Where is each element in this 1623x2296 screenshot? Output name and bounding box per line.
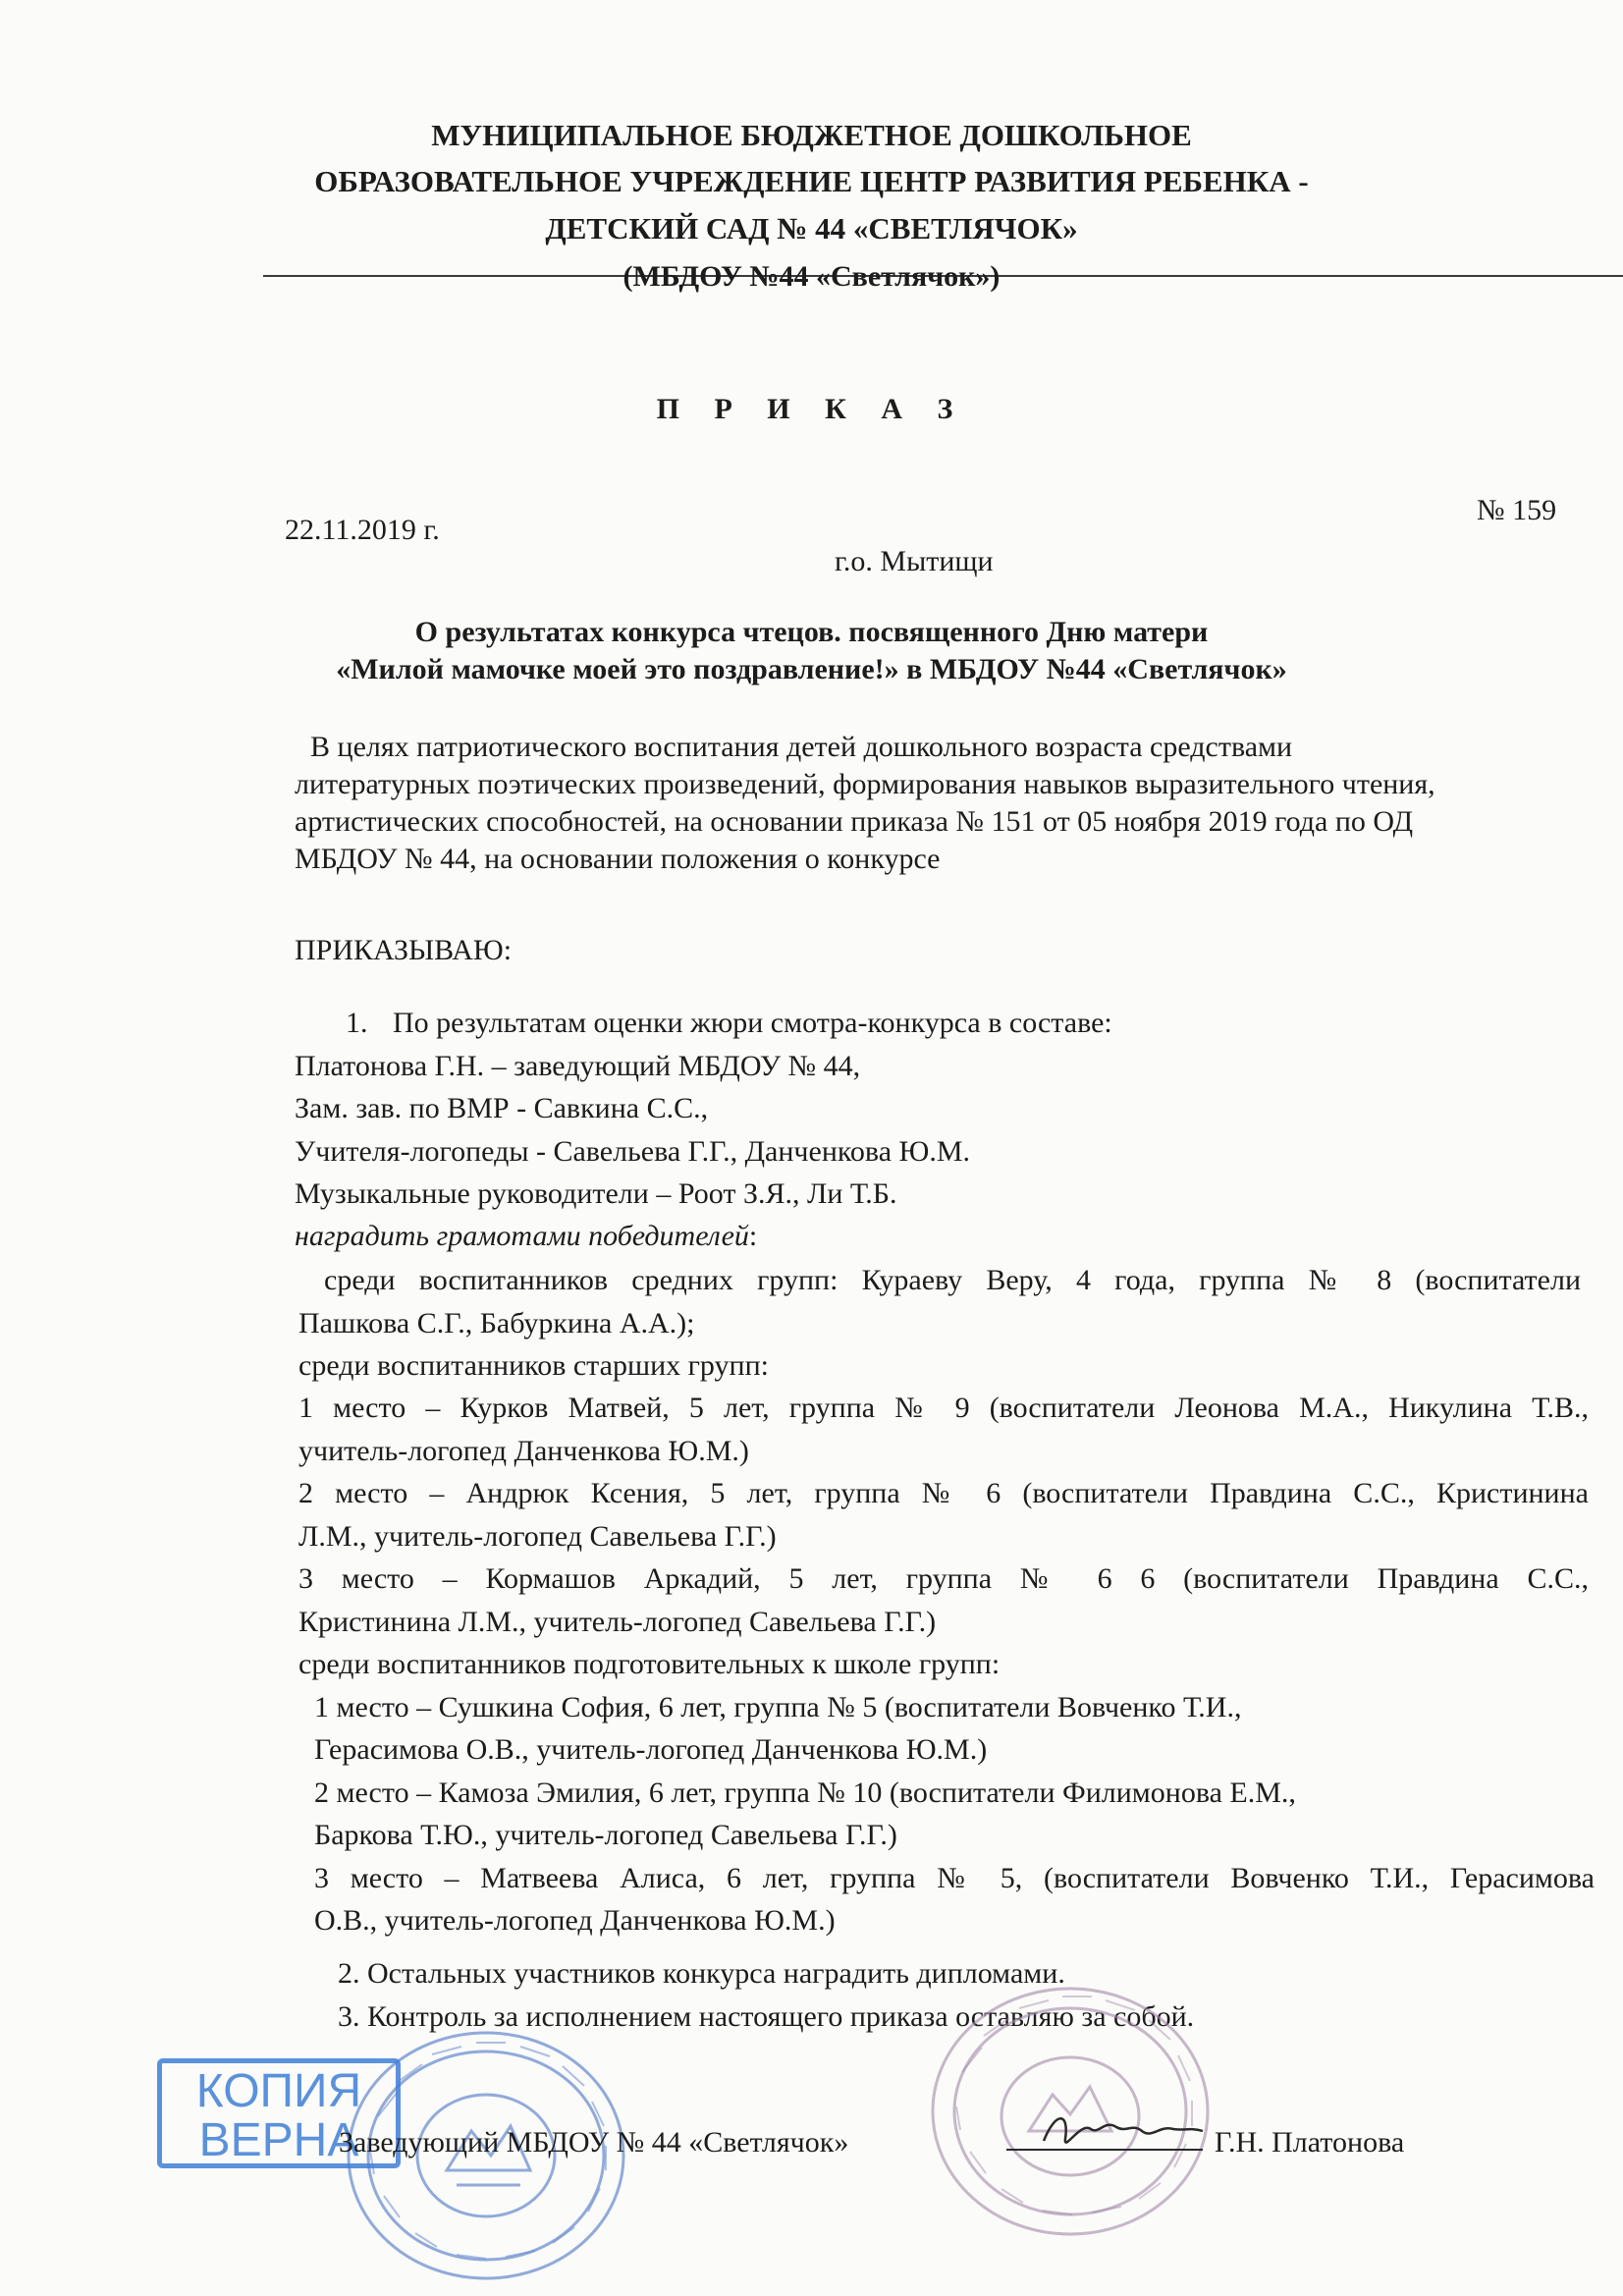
award-text: наградить грамотами победителей bbox=[295, 1220, 749, 1252]
signature-position: Заведующий МБДОУ № 44 «Светлячок» bbox=[339, 2126, 849, 2159]
org-name-line2: ОБРАЗОВАТЕЛЬНОЕ УЧРЕЖДЕНИЕ ЦЕНТР РАЗВИТИЯ РЕБЕНКА - bbox=[314, 164, 1309, 198]
handwritten-signature bbox=[1036, 2102, 1213, 2160]
order-city: г.о. Мытищи bbox=[835, 545, 994, 577]
senior-place-3-line2: Кристинина Л.М., учитель-логопед Савельева Г.Г.) bbox=[298, 1606, 937, 1638]
jury-member: Музыкальные руководители – Роот З.Я., Ли Т.Б. bbox=[295, 1177, 897, 1210]
order-subject-line1: О результатах конкурса чтецов. посвященного Дню матери bbox=[414, 616, 1209, 648]
org-name-line3: ДЕТСКИЙ САД № 44 «СВЕТЛЯЧОК» bbox=[545, 211, 1078, 246]
prep-place-2-line2: Баркова Т.Ю., учитель-логопед Савельева Г.Г.) bbox=[314, 1819, 897, 1851]
award-line bbox=[295, 1219, 757, 1254]
order-word: ПРИКАЗЫВАЮ: bbox=[295, 934, 513, 966]
jury-member: Учителя-логопеды - Савельева Г.Г., Данченкова Ю.М. bbox=[295, 1135, 971, 1168]
senior-place-3-line1: 3 место – Кормашов Аркадий, 5 лет, группа № 6 6 (воспитатели Правдина С.С., bbox=[298, 1562, 1589, 1595]
jury-member: Зам. зав. по ВМР - Савкина С.С., bbox=[295, 1092, 709, 1124]
order-number: № 159 bbox=[1477, 494, 1557, 526]
preamble-line: артистических способностей, на основании приказа № 151 от 05 ноября 2019 года по ОД bbox=[295, 805, 1414, 838]
preamble-line: литературных поэтических произведений, формирования навыков выразительного чтения, bbox=[295, 768, 1435, 800]
signature-name: Г.Н. Платонова bbox=[1215, 2126, 1405, 2159]
senior-place-2-line2: Л.М., учитель-логопед Савельева Г.Г.) bbox=[298, 1520, 777, 1553]
item2-text: 2. Остальных участников конкурса наградить дипломами. bbox=[338, 1957, 1065, 1990]
prep-place-1-line1: 1 место – Сушкина София, 6 лет, группа № 5 (воспитатели Вовченко Т.И., bbox=[314, 1691, 1242, 1723]
document-title: П Р И К А З bbox=[656, 393, 967, 425]
senior-place-1-line2: учитель-логопед Данченкова Ю.М.) bbox=[298, 1435, 749, 1467]
senior-place-2-line1: 2 место – Андрюк Ксения, 5 лет, группа № 6 (воспитатели Правдина С.С., Кристинина bbox=[298, 1477, 1589, 1509]
prep-place-1-line2: Герасимова О.В., учитель-логопед Данченкова Ю.М.) bbox=[314, 1733, 988, 1766]
prep-groups-heading: среди воспитанников подготовительных к школе групп: bbox=[298, 1648, 1001, 1680]
order-date: 22.11.2019 г. bbox=[285, 514, 440, 546]
stamp-line2: ВЕРНА bbox=[198, 2114, 359, 2166]
org-short-name: (МБДОУ №44 «Светлячок») bbox=[622, 260, 1001, 293]
item1-intro: По результатам оценки жюри смотра-конкурса в составе: bbox=[393, 1007, 1112, 1039]
senior-place-1-line1: 1 место – Курков Матвей, 5 лет, группа № 9 (воспитатели Леонова М.А., Никулина Т.В., bbox=[298, 1392, 1589, 1424]
order-subject-line2: «Милой мамочке моей это поздравление!» в МБДОУ №44 «Светлячок» bbox=[336, 653, 1287, 685]
middle-group-line1: среди воспитанников средних групп: Кураеву Веру, 4 года, группа № 8 (воспитатели bbox=[324, 1264, 1581, 1296]
middle-group-line2: Пашкова С.Г., Бабуркина А.А.); bbox=[298, 1307, 695, 1339]
org-name-line1: МУНИЦИПАЛЬНОЕ БЮДЖЕТНОЕ ДОШКОЛЬНОЕ bbox=[431, 118, 1192, 152]
item1-number: 1. bbox=[346, 1007, 368, 1039]
prep-place-3-line1: 3 место – Матвеева Алиса, 6 лет, группа № 5, (воспитатели Вовченко Т.И., Герасимова bbox=[314, 1862, 1595, 1894]
prep-place-3-line2: О.В., учитель-логопед Данченкова Ю.М.) bbox=[314, 1904, 836, 1937]
prep-place-2-line1: 2 место – Камоза Эмилия, 6 лет, группа № 10 (воспитатели Филимонова Е.М., bbox=[314, 1777, 1296, 1809]
stamp-line1: КОПИЯ bbox=[195, 2065, 362, 2117]
preamble-line: МБДОУ № 44, на основании положения о конкурсе bbox=[295, 843, 941, 875]
senior-groups-heading: среди воспитанников старших групп: bbox=[298, 1349, 769, 1382]
item3-text: 3. Контроль за исполнением настоящего приказа оставляю за собой. bbox=[338, 2000, 1195, 2033]
jury-member: Платонова Г.Н. – заведующий МБДОУ № 44, bbox=[295, 1050, 861, 1082]
preamble-line: В целях патриотического воспитания детей дошкольного возраста средствами bbox=[310, 731, 1293, 763]
award-colon: : bbox=[748, 1220, 758, 1252]
